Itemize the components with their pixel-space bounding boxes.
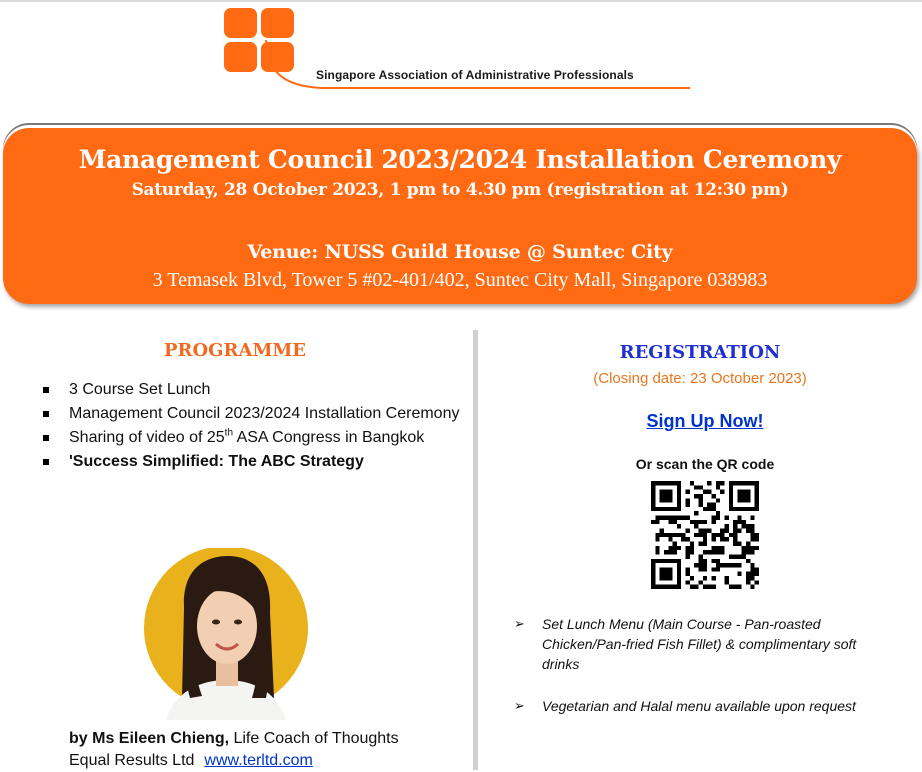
sign-up-link[interactable]: Sign Up Now!	[646, 411, 764, 431]
closing-date: (Closing date: 23 October 2023)	[593, 370, 807, 387]
speaker-company: Equal Results Ltd	[69, 752, 195, 769]
qr-code-icon[interactable]	[651, 481, 759, 589]
list-item: 3 Course Set Lunch	[40, 378, 460, 402]
arrow-bullet-icon: ➢	[514, 698, 525, 713]
event-venue: Venue: NUSS Guild House @ Suntec City	[247, 241, 673, 263]
organization-name: Singapore Association of Administrative Professionals	[316, 68, 634, 82]
speaker-credit	[69, 728, 399, 750]
logo-swoosh-line	[262, 40, 692, 92]
list-item: Sharing of video of 25th ASA Congress in Bangkok	[40, 426, 460, 450]
event-notes	[514, 614, 894, 716]
bullet-icon	[43, 459, 49, 465]
event-date: Saturday, 28 October 2023, 1 pm to 4.30 pm (registration at 12:30 pm)	[131, 180, 789, 200]
scan-qr-label: Or scan the QR code	[635, 456, 775, 472]
event-address: 3 Temasek Blvd, Tower 5 #02-401/402, Suntec City Mall, Singapore 038983	[152, 269, 768, 291]
note-item: ➢ Vegetarian and Halal menu available upon request	[514, 698, 856, 714]
note-item: ➢ Set Lunch Menu (Main Course - Pan-roasted Chicken/Pan-fried Fish Fillet) & complimentary soft drinks	[514, 616, 857, 672]
speaker-name: by Ms Eileen Chieng,	[69, 730, 230, 747]
bullet-icon	[43, 411, 49, 417]
programme-list	[40, 378, 460, 474]
programme-heading: PROGRAMME	[163, 340, 307, 361]
list-item: Management Council 2023/2024 Installation Ceremony	[40, 402, 460, 426]
list-item: 'Success Simplified: The ABC Strategy	[40, 450, 460, 474]
column-divider	[473, 330, 478, 770]
arrow-bullet-icon: ➢	[514, 616, 525, 631]
speaker-role: Life Coach of Thoughts	[229, 730, 399, 747]
speaker-website-link[interactable]: www.terltd.com	[204, 752, 313, 769]
bullet-icon	[43, 435, 49, 441]
bullet-icon	[43, 387, 49, 393]
speaker-photo	[136, 548, 312, 720]
event-title: Management Council 2023/2024 Installation Ceremony	[78, 145, 842, 174]
speaker-company-line	[69, 750, 313, 772]
registration-heading: REGISTRATION	[619, 342, 781, 363]
event-banner	[3, 128, 917, 304]
top-rule	[0, 0, 922, 2]
